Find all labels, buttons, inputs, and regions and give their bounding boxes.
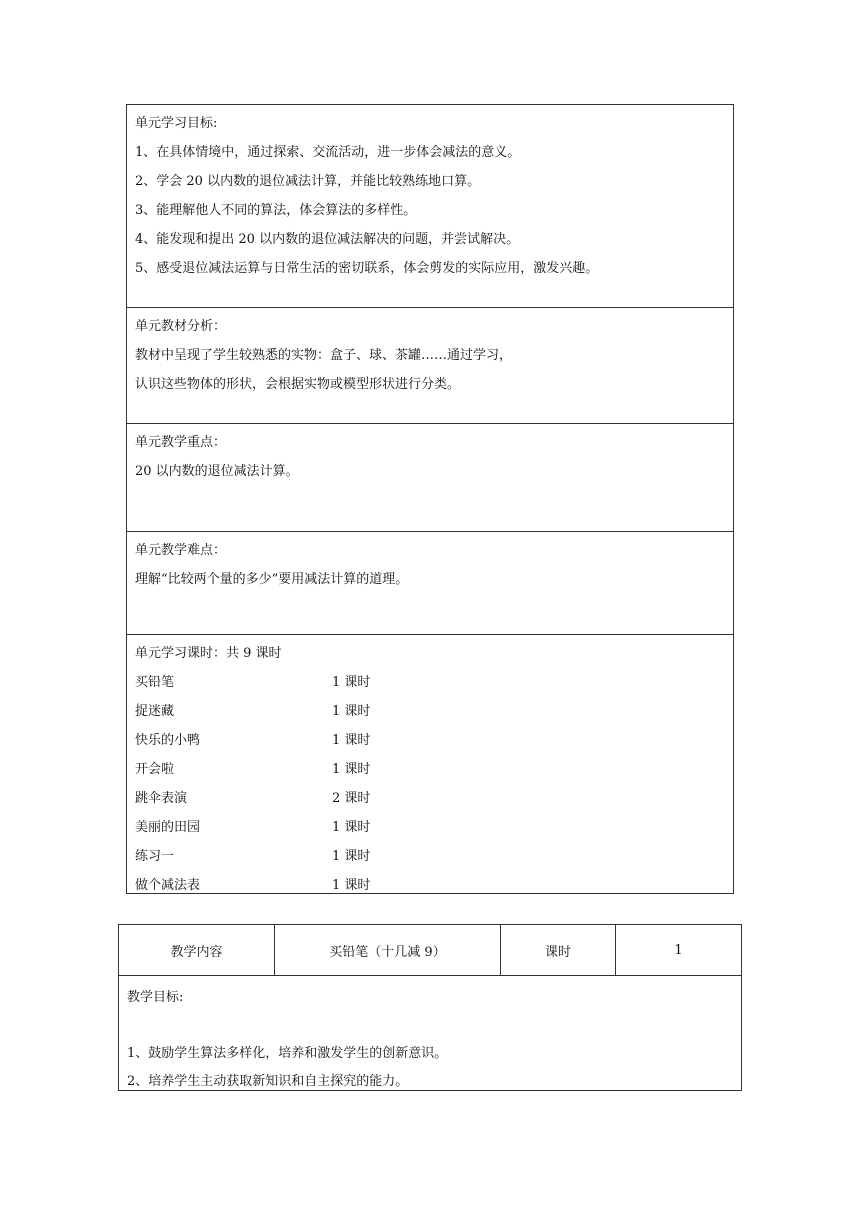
lesson-row [135, 702, 733, 731]
goal-item: 3、能理解他人不同的算法，体会算法的多样性。 [135, 203, 417, 218]
lesson-row [135, 731, 733, 760]
schedule-heading: 单元学习课时：共 9 课时 [135, 646, 282, 661]
lesson-plan-table [118, 924, 742, 1091]
lesson-name: 跳伞表演 [135, 791, 188, 806]
lesson-name: 捉迷藏 [135, 704, 175, 719]
lesson-row [135, 673, 733, 702]
objective-item: 1、鼓励学生算法多样化，培养和激发学生的创新意识。 [127, 1046, 448, 1061]
lesson-name: 美丽的田园 [135, 820, 201, 835]
lesson-hours: 1 课时 [332, 820, 371, 835]
goal-item: 5、感受退位减法运算与日常生活的密切联系，体会剪发的实际应用，激发兴趣。 [135, 261, 599, 276]
lesson-row [135, 876, 733, 905]
lesson-hours: 1 课时 [332, 762, 371, 777]
lesson-hours: 1 课时 [332, 675, 371, 690]
lesson-name: 练习一 [135, 849, 175, 864]
content-label: 教学内容 [119, 925, 275, 975]
lesson-row [135, 789, 733, 818]
difficulties-section [127, 532, 733, 635]
difficulties-text: 理解“比较两个量的多少”要用减法计算的道理。 [135, 572, 409, 587]
objective-item: 2、培养学生主动获取新知识和自主探究的能力。 [127, 1074, 409, 1089]
analysis-line: 认识这些物体的形状，会根据实物或模型形状进行分类。 [135, 377, 461, 392]
lesson-hours: 1 课时 [332, 878, 371, 893]
lesson-row [135, 818, 733, 847]
objectives-section [119, 976, 741, 1100]
key-points-heading: 单元教学重点： [135, 435, 227, 450]
unit-goals-heading: 单元学习目标: [135, 116, 218, 131]
lesson-name: 买铅笔 [135, 675, 175, 690]
unit-analysis-heading: 单元教材分析： [135, 319, 227, 334]
lesson-hours: 1 课时 [332, 849, 371, 864]
unit-goals-section [127, 105, 733, 308]
lesson-name: 快乐的小鸭 [135, 733, 201, 748]
unit-analysis-section [127, 308, 733, 424]
goal-item: 2、学会 20 以内数的退位减法计算，并能比较熟练地口算。 [135, 174, 481, 189]
key-points-text: 20 以内数的退位减法计算。 [135, 464, 299, 479]
goal-item: 4、能发现和提出 20 以内数的退位减法解决的问题，并尝试解决。 [135, 232, 520, 247]
unit-plan-table [126, 104, 734, 894]
lesson-row [135, 760, 733, 789]
period-label: 课时 [501, 925, 616, 975]
lesson-name: 开会啦 [135, 762, 175, 777]
key-points-section [127, 424, 733, 532]
goal-item: 1、在具体情境中，通过探索、交流活动，进一步体会减法的意义。 [135, 145, 521, 160]
lesson-name: 做个减法表 [135, 878, 201, 893]
objectives-heading: 教学目标: [127, 990, 184, 1005]
lesson-header-row [119, 925, 741, 976]
schedule-section [127, 635, 733, 893]
lesson-hours: 1 课时 [332, 704, 371, 719]
difficulties-heading: 单元教学难点： [135, 543, 227, 558]
analysis-line: 教材中呈现了学生较熟悉的实物：盒子、球、茶罐……通过学习， [135, 348, 513, 363]
period-value: 1 [674, 942, 683, 958]
content-value: 买铅笔（十几减 9） [275, 925, 501, 975]
lesson-row [135, 847, 733, 876]
lesson-hours: 2 课时 [332, 791, 371, 806]
lesson-hours: 1 课时 [332, 733, 371, 748]
